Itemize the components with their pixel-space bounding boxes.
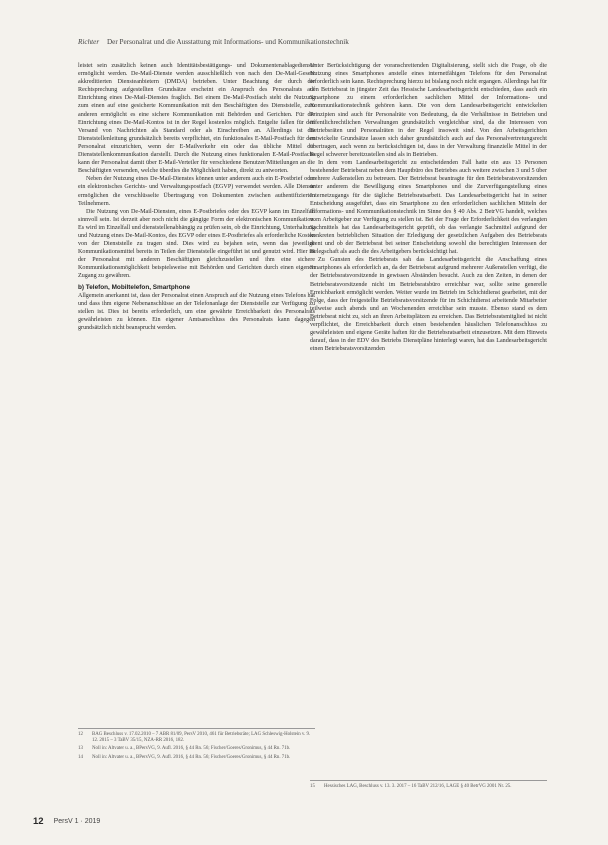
footnote-text: Noll in: Altvater u. a., BPersVG, 9. Aufl. 2016, § 44 Rn. 56; Fischer/Goeres/Gronimus, § 44 Rn. 71b.	[92, 754, 291, 760]
footnote-text: Hessisches LAG, Beschluss v. 13. 3. 2017 – 16 TaBV 212/16, LAGE § 40 BetrVG 2001 Nr. 25.	[324, 784, 512, 789]
page-number: 12	[33, 816, 44, 827]
running-header	[78, 38, 558, 46]
footnotes-left	[78, 728, 315, 763]
footnote	[78, 732, 315, 744]
right-column	[310, 62, 547, 353]
paragraph: Die Nutzung von De-Mail-Diensten, eines E-Postbriefes oder des EGVP kann im Einzelfall sinnvoll sein. Ist derzeit aber noch nicht die gängige Form der elektronischen Kommunikation. Es wird im Einzelfall und dienststellenabhängig zu prüfen sein, ob die Einrichtung, Unterhaltung und Nutzung eines De-Mail-Kontos, des EGVP oder eines E-Postbriefes als erforderliche Kosten von der Dienststelle zu tragen sind. Dies wird zu bejahen sein, wenn das jeweilige Kommunikationsmittel bereits in Teilen der Dienststelle eingeführt ist und genutzt wird. Hier ist der Personalrat mit anderen Beschäftigten gleichzustellen und ihm eine sichere Kommunikationsmöglichkeit beispielsweise mit Behörden und Gerichten durch einen eigenen Zugang zu gewähren.	[78, 208, 315, 280]
header-author: Richter	[78, 38, 100, 46]
paragraph: Neben der Nutzung eines De-Mail-Dienstes können unter anderem auch ein E-Postbrief oder ein elektronisches Gerichts- und Verwaltungspostfach (EGVP) verwendet werden. Alle Dienste ermöglichen die verschlüsselte Übertragung von Dokumenten zwischen authentifizierten Teilnehmern.	[78, 176, 315, 207]
page-footer	[33, 816, 100, 827]
paragraph: Unter Berücksichtigung der voranschreitenden Digitalisierung, stellt sich die Frage, ob die Nutzung eines Smartphones anstelle eines internetfähigen Telefons für den Personalrat erforderlich sein kann. Rechtsprechung hierzu ist bislang noch nicht ergangen. Allerdings hat für den Betriebsrat in jüngster Zeit das Hessische Landesarbeitsgericht entschieden, dass auch ein Smartphone zu einem erforderlichen sachlichen Mittel der Informations- und Kommunikationstechnik gehören kann. Die von dem Landesarbeitsgericht entwickelten Prinzipien sind auch für Personalräte von Bedeutung, da die Verhältnisse in Betrieben und öffentlichrechtlichen Verwaltungen grundsätzlich vergleichbar sind, da die Interessen von Betriebsräten und Personalräten in der Regel insoweit sind. Von den Arbeitsgerichten entwickelte Grundsätze lassen sich daher grundsätzlich auch auf das Personalvertretungsrecht übertragen, auch wenn zu berücksichtigen ist, dass in der Verwaltung finanzielle Mittel in der Regel schwerer bereitzustellen sind als in Betrieben.	[310, 63, 547, 159]
paragraph: In dem vom Landesarbeitsgericht zu entscheidenden Fall hatte ein aus 13 Personen bestehender Betriebsrat neben dem Hauptbüro des Betriebes auch weitere zwischen 3 und 5 über mehrere Außenstellen zu betreuen. Der Betriebsrat beantragte für den Betriebsratsvorsitzenden unter anderem die Bewilligung eines Smartphones und die Zurverfügungstellung eines Internetzugangs für die tägliche Betriebsratsarbeit. Das Landesarbeitsgericht hat in seiner Entscheidung ausgeführt, dass ein Smartphone zu den erforderlichen sachlichen Mitteln der Informations- und Kommunikationstechnik im Sinne des § 40 Abs. 2 BetrVG handelt, welches vom Arbeitgeber zur Verfügung zu stellen ist. Bei der Frage der Erforderlichkeit des verlangten Sachmittels hat das Landesarbeitsgericht geprüft, ob das verlangte Sachmittel aufgrund der konkreten betrieblichen Situation der Erledigung der gesetzlichen Aufgaben des Betriebsrats dient und ob der Betriebsrat bei seiner Entscheidung sowohl die berechtigten Interessen der Belegschaft als auch die des Arbeitgebers berücksichtigt hat.	[310, 160, 547, 256]
footnote	[78, 746, 315, 752]
footnotes-right	[310, 780, 547, 792]
footnote-number: 13	[78, 746, 83, 752]
footnote	[78, 755, 315, 761]
left-column	[78, 62, 315, 332]
paragraph: leistet sein zusätzlich keinen auch Identitätsbestätigungs- und Dokumentenablagedienste ermöglicht werden. De-Mail-Dienste werden ausschließlich von nach den De-Mail-Gesetz akkreditierten Diensteanbietern (DMDA) betrieben. Unter Beachtung der durch die Rechtsprechung aufgestellten Grundsätze erscheint ein Anspruch des Personalrats auf Einrichtung eines De-Mail-Dienstes fraglich. Bei einem De-Mail-Postfach steht die Nutzung zum einen auf eine gesicherte Kommunikation mit den Beschäftigten des Dienststelle, zum anderen ermöglicht es eine sichere Kommunikation mit Behörden und Gerichten. Für die Einrichtung eines De-Mail-Kontos ist in der Regel kostenlos möglich. Entgelte fallen für den Versand von Nachrichten als Standard oder als Einschreiben an. Allerdings ist die Dienststellenleitung grundsätzlich bereits verpflichtet, ein funktionales E-Mail-Postfach für den Personalrat einzurichten, wenn der E-Mailverkehr ein oder das übliche Mittel der Dienststellenkommunikation darstellt. Durch die Nutzung eines funktionalen E-Mail-Postfachs kann der Personalrat damit über E-Mail-Verteiler für verschiedene Benutzer/Mitteilungen an die Beschäftigten versenden, welche überdies die Möglichkeit haben, direkt zu antworten.	[78, 63, 315, 175]
footnote-text: Noll in: Altvater u. a., BPersVG, 9. Aufl. 2016, § 44 Rn. 56; Fischer/Goeres/Gronimus, § 44 Rn. 71b.	[92, 746, 291, 752]
paragraph: Zu Gunsten des Betriebsrats sah das Landesarbeitsgericht die Anschaffung eines Smartphones als erforderlich an, da der Betriebsrat aufgrund mehrerer Außenstellen verfügt, die der Betriebsratsvorsitzende in gewissen Abständen besucht. Auch zu den Zeiten, in denen der Betriebsratsvorsitzende nicht im Betriebsratsbüro erreichbar war, sollte seine generelle Erreichbarkeit ermöglicht werden. Weiter wurde im Betrieb im Schichtdienst gearbeitet, mit der Folge, dass der freigestellte Betriebsratsvorsitzende für im Schichtdienst arbeitende Mitarbeiter teilweise auch abends und an Wochenenden erreichbar sein musste. Ebenso stand es dem Betriebsrat nicht zu, sich an ihren Arbeitsplätzen zu erreichen. Das Betriebsratsmitglied ist nicht verpflichtet, die Erreichbarkeit durch einen bestehenden häuslichen Telefonanschluss zu gewährleisten und eigene Geräte haften für die Betriebsratsarbeit einzusetzen. Mit dem Hinweis darauf, dass in der EDV des Betriebs Dienstpläne hinterlegt waren, hat das Landesarbeitsgericht einen Betriebsratsvorsitzenden	[310, 257, 547, 353]
footnote-number: 15	[310, 784, 315, 789]
paragraph: Allgemein anerkannt ist, dass der Personalrat einen Anspruch auf die Nutzung eines Telefons hat und dass ihm eigene Nebenanschlüsse an der Telefonanlage der Dienststelle zur Verfügung zu stellen ist. Dies ist bereits erforderlich, um eine gewährte Erreichbarkeit des Personalrats gewährleisten zu können. Ein eigener Amtsanschluss des Personalrats kann dagegen grundsätzlich nicht beansprucht werden.	[78, 292, 315, 331]
footnote-number: 12	[78, 732, 83, 737]
section-heading: b) Telefon, Mobiltelefon, Smartphone	[78, 283, 191, 291]
header-title: Der Personalrat und die Ausstattung mit Informations- und Kommunikationstechnik	[106, 38, 349, 46]
footnote	[310, 784, 547, 790]
footnote-number: 14	[78, 754, 83, 760]
footnote-text: BAG Beschluss v. 17.02.2010 – 7 ABR 81/09, PersV 2010, 461 für Betriebsräte; LAG Schleswig-Holstein v. 9. 12. 2015 – 3 TaBV 35/15, NZA-RR 2016, 182.	[92, 732, 311, 744]
journal-issue: PersV 1 · 2019	[53, 818, 101, 825]
